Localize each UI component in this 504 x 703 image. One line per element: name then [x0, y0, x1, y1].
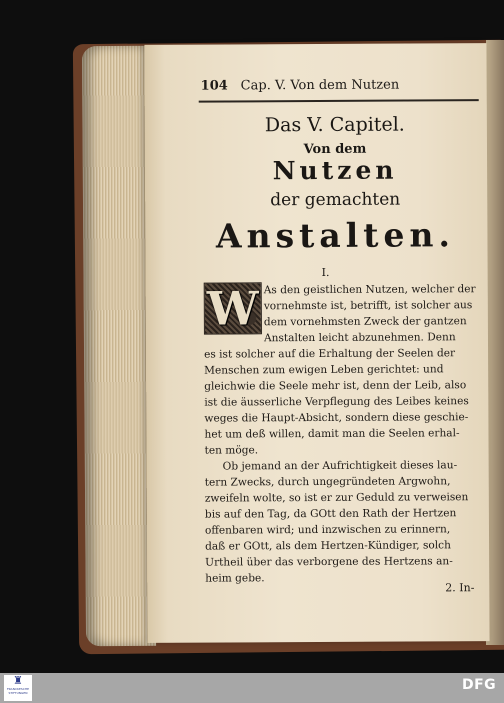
page-number: 104 [200, 78, 228, 94]
text-line: es ist solcher auf die Erhaltung der Seelen der [204, 347, 456, 361]
text-line: bis auf den Tag, da GOtt den Rath der Hertzen [204, 507, 457, 521]
header-rule [199, 99, 479, 102]
chapter-title: Das V. Capitel. [264, 113, 405, 137]
building-icon: ♜ [13, 674, 23, 687]
initial-letter: W [206, 281, 259, 336]
title-line-3: Nutzen [272, 155, 398, 186]
text-line: As den geistlichen Nutzen, welcher der [263, 283, 476, 297]
francke-foundation-logo[interactable] [4, 675, 32, 701]
title-line-4: der gemachten [270, 189, 401, 211]
text-line: gleichwie die Seele mehr ist, denn der Leib, also [204, 379, 467, 393]
text-line: daß er GOtt, als dem Hertzen-Kündiger, solch [205, 539, 451, 553]
title-line-2: Von dem [303, 141, 367, 158]
text-line: ten möge. [204, 444, 259, 457]
text-line: Urtheil über das verborgene des Hertzens an- [205, 555, 453, 569]
text-line: zweifeln wolte, so ist er zur Geduld zu verweisen [204, 491, 469, 505]
text-line: het um deß willen, damit man die Seelen erhal- [204, 427, 460, 441]
running-title: Cap. V. Von dem Nutzen [240, 77, 400, 94]
page-header [201, 77, 477, 98]
text-line: heim gebe. [205, 572, 265, 585]
catchword: 2. In- [445, 581, 475, 595]
viewer-footer-bar [0, 673, 504, 703]
title-line-5: Anstalten. [215, 215, 456, 256]
text-line: Anstalten leicht abzunehmen. Denn [263, 331, 456, 345]
section-number: I. [321, 265, 330, 279]
text-line: weges die Haupt-Absicht, sondern diese geschie- [204, 411, 469, 425]
text-line: tern Zwecks, durch ungegründeten Argwohn, [204, 475, 451, 489]
text-line: ist die äusserliche Verpflegung des Leibes keines [204, 395, 469, 409]
text-line: offenbaren wird; und inzwischen zu erinnern, [204, 523, 451, 537]
text-line: Ob jemand an der Aufrichtigkeit dieses lau- [222, 459, 458, 473]
text-line: dem vornehmsten Zweck der gantzen [263, 315, 467, 329]
decorated-initial [204, 282, 262, 334]
text-line: Menschen zum ewigen Leben gerichtet: und [204, 363, 444, 377]
dfg-logo[interactable]: DFG [462, 677, 497, 693]
logo-caption: FRANCKESCHE STIFTUNGEN [6, 687, 30, 695]
text-line: vornehmste ist, betrifft, ist solcher aus [263, 299, 473, 313]
book-page [144, 43, 489, 643]
